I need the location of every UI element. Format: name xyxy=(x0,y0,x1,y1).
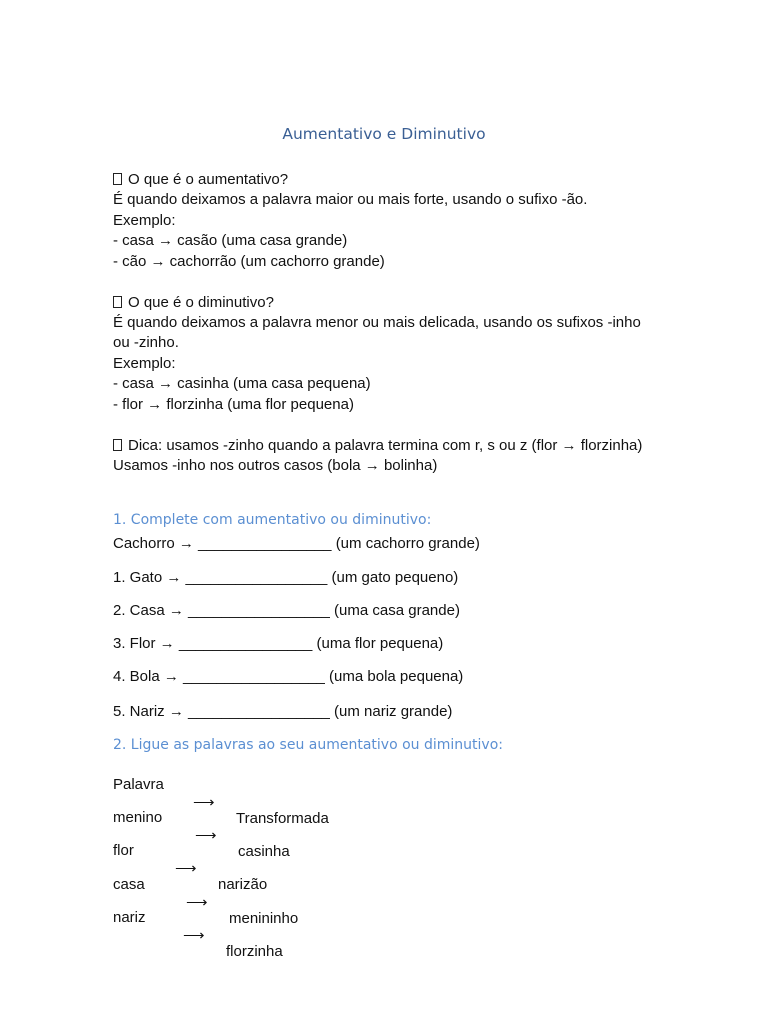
match-right[interactable]: menininho xyxy=(229,910,299,927)
missing-glyph-icon xyxy=(113,439,122,451)
item-prefix: 4. Bola → xyxy=(113,668,179,685)
answer-blank[interactable]: ________________ xyxy=(198,535,332,552)
diminutivo-example-1: - casa → casinha (uma casa pequena) xyxy=(113,375,371,392)
aumentativo-example-label: Exemplo: xyxy=(113,212,176,229)
exercise-1-item xyxy=(113,535,480,553)
match-right[interactable]: florzinha xyxy=(226,943,283,960)
match-right: Transformada xyxy=(236,810,329,827)
tip-line-2: Usamos -inho nos outros casos (bola → bolinha) xyxy=(113,457,438,474)
aumentativo-example-1: - casa → casão (uma casa grande) xyxy=(113,232,348,249)
match-left[interactable]: nariz xyxy=(113,909,146,926)
item-hint: (uma flor pequena) xyxy=(316,635,444,652)
diminutivo-example-2: - flor → florzinha (uma flor pequena) xyxy=(113,396,354,413)
item-prefix: 5. Nariz → xyxy=(113,703,184,720)
arrow-icon: ⟶ xyxy=(175,860,197,877)
missing-glyph-icon xyxy=(113,296,122,308)
diminutivo-example-label: Exemplo: xyxy=(113,355,176,372)
exercise-1-item xyxy=(113,635,443,653)
item-prefix: 1. Gato → xyxy=(113,569,182,586)
diminutivo-question xyxy=(113,294,274,312)
item-hint: (uma bola pequena) xyxy=(329,668,464,685)
diminutivo-definition-1: É quando deixamos a palavra menor ou mais delicada, usando os sufixos -inho xyxy=(113,314,641,331)
answer-blank[interactable]: _________________ xyxy=(188,703,330,720)
diminutivo-definition-2: ou -zinho. xyxy=(113,334,179,351)
item-hint: (uma casa grande) xyxy=(334,602,460,619)
answer-blank[interactable]: _________________ xyxy=(185,569,328,586)
aumentativo-definition: É quando deixamos a palavra maior ou mais forte, usando o sufixo -ão. xyxy=(113,191,588,208)
missing-glyph-icon xyxy=(113,173,122,185)
match-left[interactable]: flor xyxy=(113,842,134,859)
exercise-1-item xyxy=(113,569,458,587)
match-left[interactable]: casa xyxy=(113,876,145,893)
aumentativo-question xyxy=(113,171,288,189)
match-left[interactable]: menino xyxy=(113,809,163,826)
diminutivo-question-text: O que é o diminutivo? xyxy=(128,294,274,311)
match-right[interactable]: casinha xyxy=(238,843,290,860)
item-hint: (um gato pequeno) xyxy=(331,569,459,586)
page-title: Aumentativo e Diminutivo xyxy=(282,125,486,143)
tip-line-1 xyxy=(113,437,642,455)
match-right[interactable]: narizão xyxy=(218,876,268,893)
answer-blank[interactable]: _________________ xyxy=(188,602,330,619)
aumentativo-example-2: - cão → cachorrão (um cachorro grande) xyxy=(113,253,385,270)
arrow-icon: ⟶ xyxy=(193,794,215,811)
match-left: Palavra xyxy=(113,776,164,793)
tip-text: Dica: usamos -zinho quando a palavra termina com r, s ou z (flor → florzinha) xyxy=(128,437,643,454)
exercise-1-item xyxy=(113,602,460,620)
arrow-icon: ⟶ xyxy=(186,894,208,911)
item-prefix: 2. Casa → xyxy=(113,602,184,619)
answer-blank[interactable]: _________________ xyxy=(183,668,325,685)
item-prefix: Cachorro → xyxy=(113,535,194,552)
item-prefix: 3. Flor → xyxy=(113,635,175,652)
aumentativo-question-text: O que é o aumentativo? xyxy=(128,171,289,188)
exercise-2-heading: 2. Ligue as palavras ao seu aumentativo ou diminutivo: xyxy=(113,737,503,753)
arrow-icon: ⟶ xyxy=(195,827,217,844)
item-hint: (um nariz grande) xyxy=(334,703,453,720)
exercise-1-item xyxy=(113,668,463,686)
exercise-1-item xyxy=(113,703,452,721)
exercise-1-heading: 1. Complete com aumentativo ou diminutivo: xyxy=(113,512,432,528)
answer-blank[interactable]: ________________ xyxy=(178,635,313,652)
arrow-icon: ⟶ xyxy=(183,927,205,944)
item-hint: (um cachorro grande) xyxy=(335,535,480,552)
